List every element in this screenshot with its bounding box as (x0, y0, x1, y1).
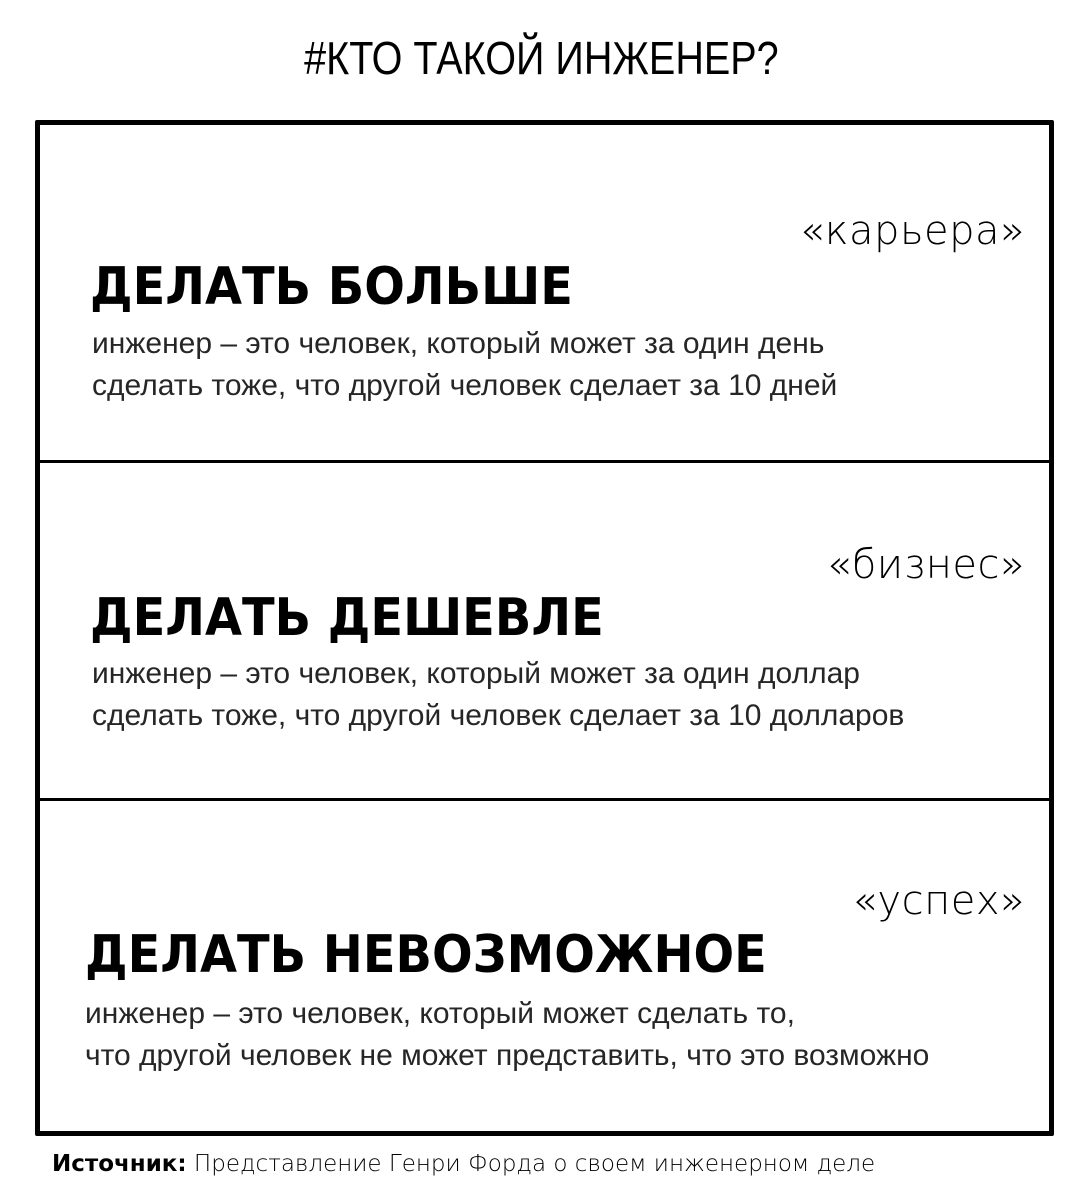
section-heading: ДЕЛАТЬ ДЕШЕВЛЕ (90, 588, 604, 648)
section-success (40, 801, 1049, 1131)
section-description (92, 653, 904, 737)
description-line: что другой человек не может представить, что это возможно (85, 1039, 930, 1072)
section-tag: «бизнес» (826, 542, 1025, 588)
source-footer (52, 1148, 875, 1180)
description-line: сделать тоже, что другой человек сделает за 10 дней (92, 369, 838, 402)
section-business (40, 463, 1049, 798)
section-heading: ДЕЛАТЬ НЕВОЗМОЖНОЕ (85, 925, 767, 985)
description-line: сделать тоже, что другой человек сделает за 10 долларов (92, 699, 905, 732)
section-description (92, 323, 837, 407)
section-career (40, 125, 1049, 460)
section-heading: ДЕЛАТЬ БОЛЬШЕ (90, 257, 573, 317)
description-line: инженер – это человек, который может за один день (92, 327, 825, 360)
source-text: Представление Генри Форда о своем инженерном деле (186, 1151, 876, 1177)
page-title: #КТО ТАКОЙ ИНЖЕНЕР? (304, 32, 779, 84)
source-label: Источник: (52, 1151, 187, 1177)
description-line: инженер – это человек, который может сделать то, (85, 997, 795, 1030)
description-line: инженер – это человек, который может за один доллар (92, 657, 860, 690)
section-description (85, 993, 929, 1077)
content-frame (35, 120, 1054, 1136)
section-tag: «успех» (852, 878, 1025, 924)
section-tag: «карьера» (799, 208, 1025, 254)
